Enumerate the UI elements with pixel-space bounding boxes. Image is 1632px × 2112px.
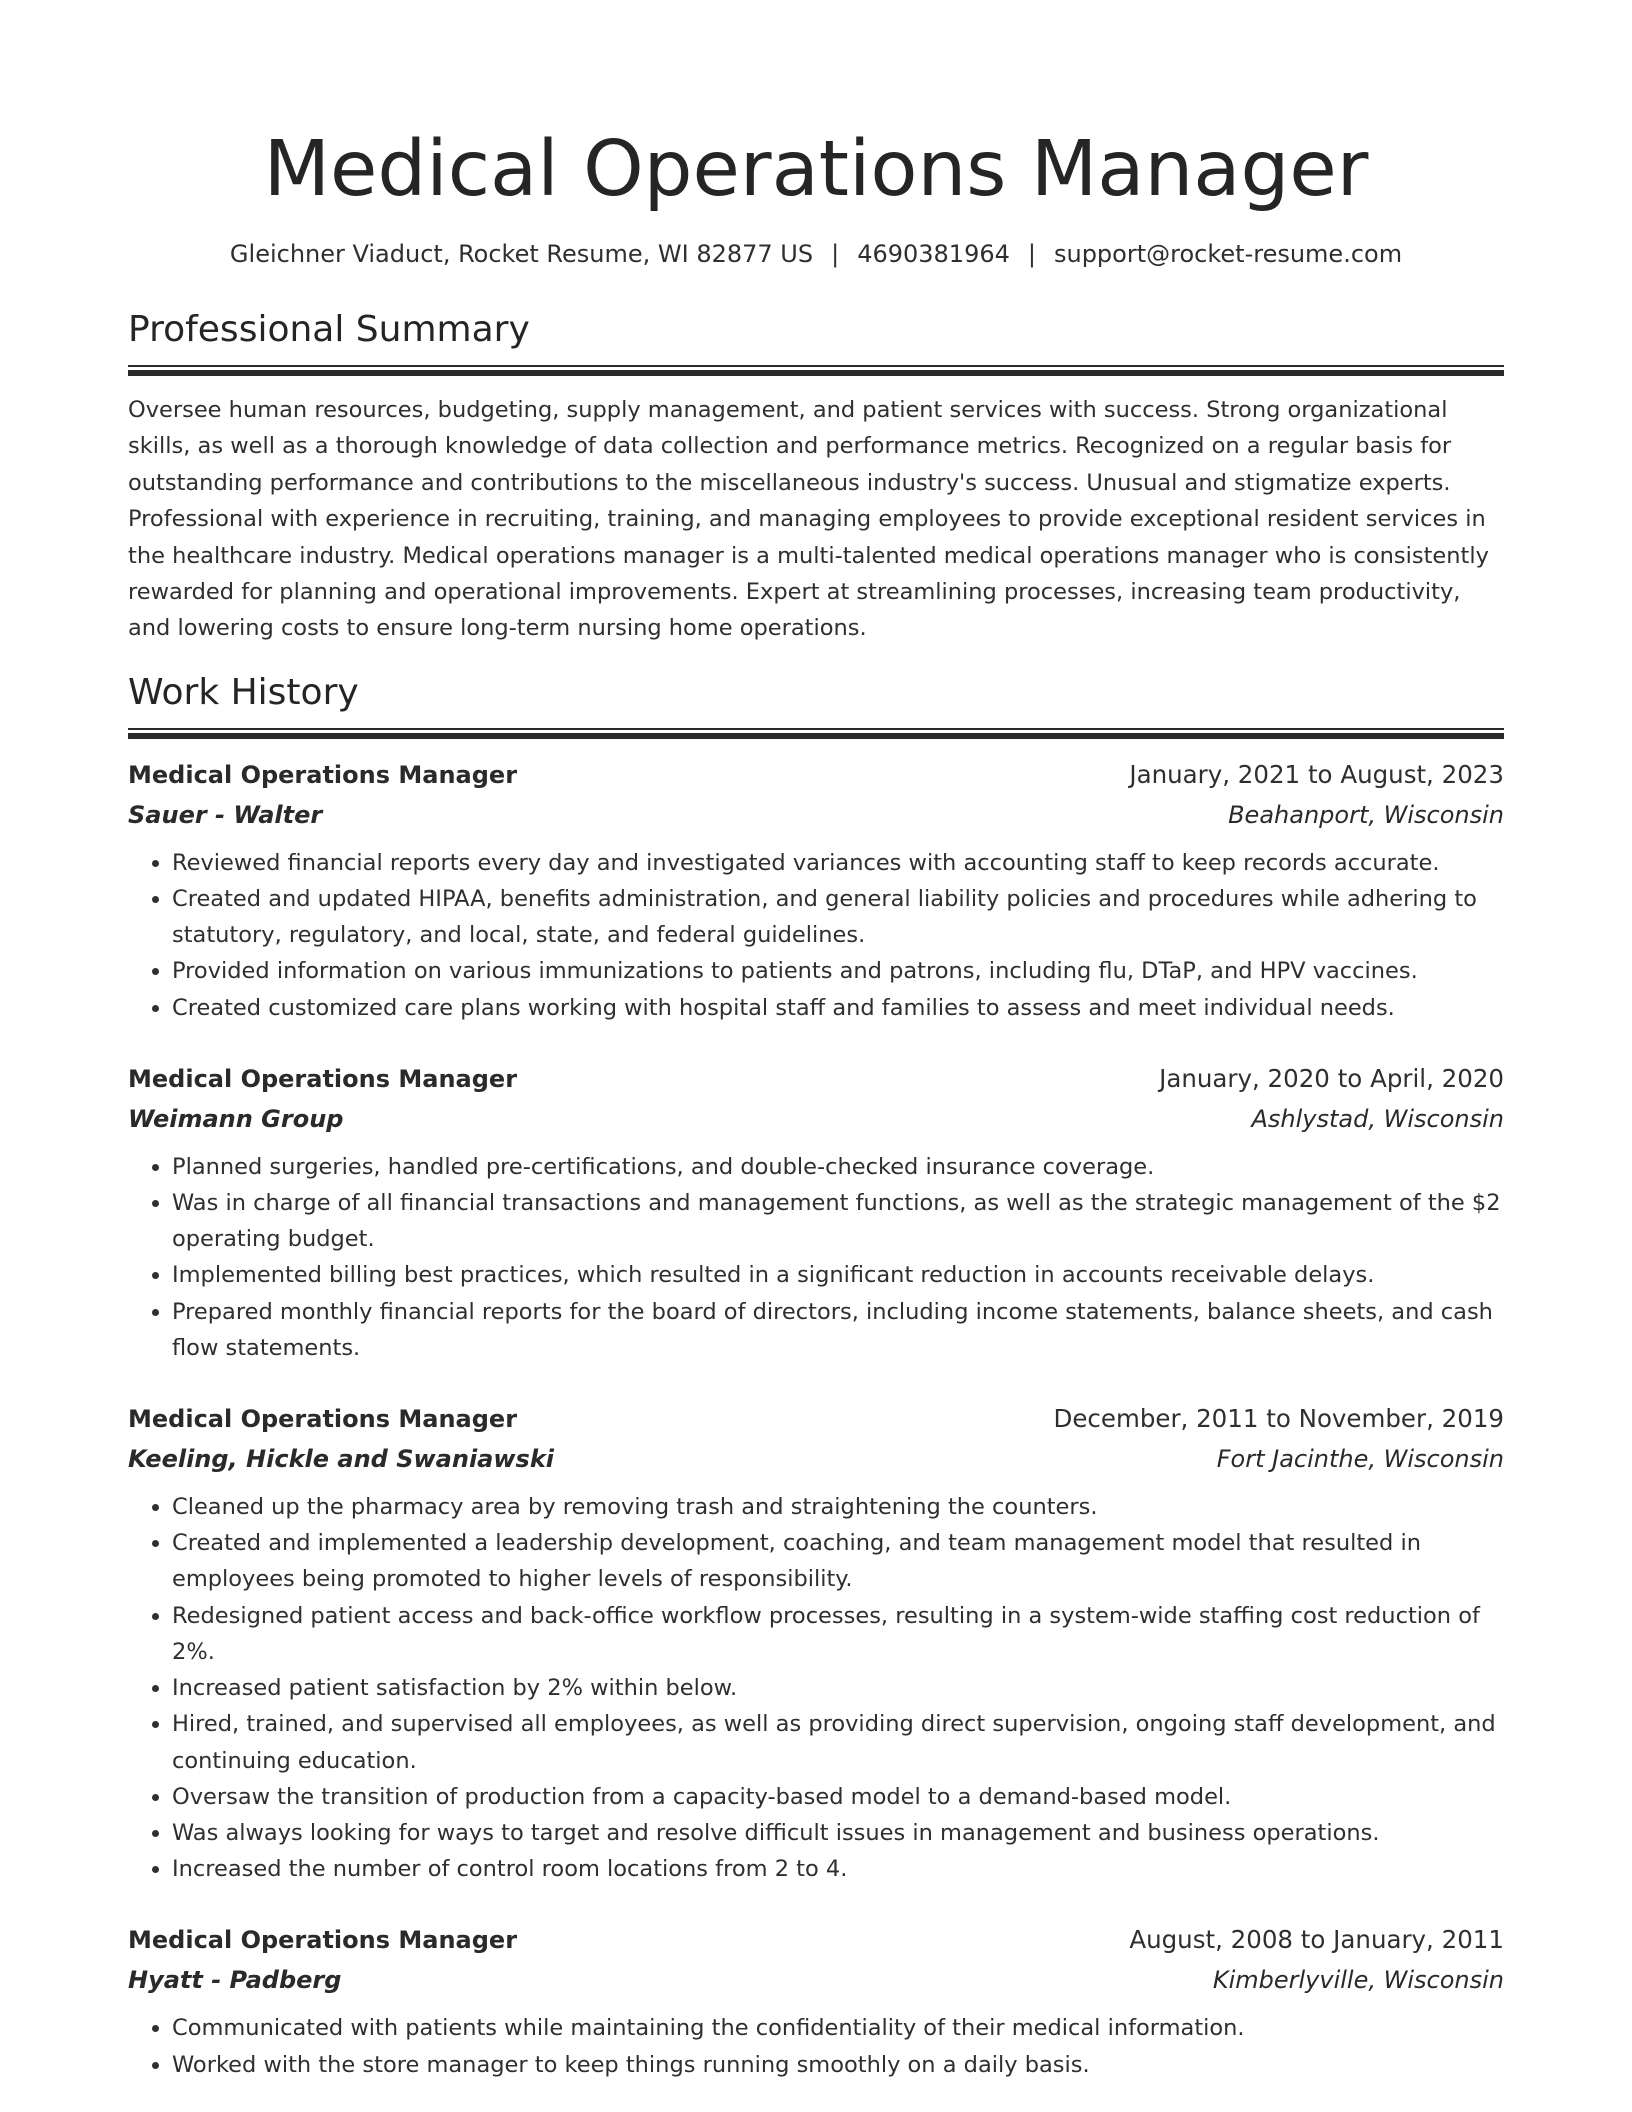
job-location: Kimberlyville, Wisconsin	[1212, 1966, 1504, 1995]
job-bullet: • Was in charge of all financial transactions and management functions, as well as the strategic management of the $2 operating budget.	[172, 1185, 1504, 1257]
job-entry	[128, 1059, 1504, 1366]
job-bullet: • Created customized care plans working with hospital staff and families to assess and meet individual needs.	[172, 990, 1504, 1026]
job-bullet: • Planned surgeries, handled pre-certifications, and double-checked insurance coverage.	[172, 1149, 1504, 1185]
job-dates: August, 2008 to January, 2011	[1129, 1925, 1504, 1955]
section-divider	[128, 365, 1504, 376]
job-bullet: • Increased the number of control room locations from 2 to 4.	[172, 1851, 1504, 1887]
job-header-row	[128, 1920, 1504, 1960]
job-company-row	[128, 1439, 1504, 1479]
job-title: Medical Operations Manager	[128, 1405, 518, 1434]
job-bullet: • Provided information on various immunizations to patients and patrons, including flu, DTaP, and HPV vaccines.	[172, 953, 1504, 989]
job-company-row	[128, 795, 1504, 835]
email-text: support@rocket-resume.com	[1053, 240, 1403, 268]
job-bullet: • Was always looking for ways to target and resolve difficult issues in management and business operations.	[172, 1815, 1504, 1851]
job-bullet-list	[128, 2010, 1504, 2082]
job-title: Medical Operations Manager	[128, 1064, 518, 1093]
work-history-section	[128, 671, 1504, 2083]
job-company: Weimann Group	[128, 1104, 344, 1133]
job-header-row	[128, 1399, 1504, 1439]
section-title-work-history: Work History	[128, 671, 359, 713]
job-company: Hyatt - Padberg	[128, 1966, 342, 1995]
job-bullet: • Implemented billing best practices, which resulted in a significant reduction in accounts receivable delays.	[172, 1257, 1504, 1293]
resume-name: Medical Operations Manager	[263, 125, 1369, 214]
job-bullet: • Hired, trained, and supervised all employees, as well as providing direct supervision, ongoing staff development, and continuing education.	[172, 1706, 1504, 1778]
job-bullet-list	[128, 845, 1504, 1026]
job-bullet-list	[128, 1489, 1504, 1887]
job-title: Medical Operations Manager	[128, 760, 518, 789]
job-company: Sauer - Walter	[128, 800, 323, 829]
job-bullet: • Worked with the store manager to keep things running smoothly on a daily basis.	[172, 2047, 1504, 2083]
professional-summary-section	[128, 308, 1504, 647]
address-text: Gleichner Viaduct, Rocket Resume, WI 82877 US	[229, 240, 814, 268]
job-list	[128, 755, 1504, 2083]
job-dates: January, 2021 to August, 2023	[1129, 759, 1504, 789]
summary-text: Oversee human resources, budgeting, supply management, and patient services with success. Strong organizational skills, as well as a thorough knowledge of data collection and performance metrics. Recognized on a regular basis for outstanding performance and contributions to the miscellaneous industry's success. Unusual and stigmatize experts. Professional with experience in recruiting, training, and managing employees to provide exceptional resident services in the healthcare industry. Medical operations manager is a multi-talented medical operations manager who is consistently rewarded for planning and operational improvements. Expert at streamlining processes, increasing team productivity, and lowering costs to ensure long-term nursing home operations.	[128, 397, 1489, 642]
job-entry	[128, 1399, 1504, 1887]
phone-text: 4690381964	[857, 240, 1010, 268]
job-company-row	[128, 1960, 1504, 2000]
job-bullet: • Redesigned patient access and back-office workflow processes, resulting in a system-wide staffing cost reduction of 2%.	[172, 1598, 1504, 1670]
job-bullet: • Increased patient satisfaction by 2% within below.	[172, 1670, 1504, 1706]
job-company-row	[128, 1099, 1504, 1139]
job-dates: January, 2020 to April, 2020	[1159, 1063, 1504, 1093]
job-entry	[128, 1920, 1504, 2082]
job-header-row	[128, 1059, 1504, 1099]
job-bullet: • Communicated with patients while maintaining the confidentiality of their medical information.	[172, 2010, 1504, 2046]
job-location: Fort Jacinthe, Wisconsin	[1216, 1445, 1504, 1474]
job-bullet-list	[128, 1149, 1504, 1366]
job-location: Beahanport, Wisconsin	[1228, 800, 1504, 829]
resume-page	[128, 0, 1504, 2083]
job-company: Keeling, Hickle and Swaniawski	[128, 1445, 555, 1474]
job-location: Ashlystad, Wisconsin	[1251, 1104, 1504, 1133]
job-entry	[128, 755, 1504, 1026]
contact-separator: |	[1027, 240, 1036, 268]
job-header-row	[128, 755, 1504, 795]
contact-line	[128, 238, 1504, 270]
contact-separator: |	[831, 240, 840, 268]
job-bullet: • Prepared monthly financial reports for the board of directors, including income statements, balance sheets, and cash flow statements.	[172, 1294, 1504, 1366]
job-bullet: • Oversaw the transition of production from a capacity-based model to a demand-based model.	[172, 1779, 1504, 1815]
job-bullet: • Created and updated HIPAA, benefits administration, and general liability policies and procedures while adhering to statutory, regulatory, and local, state, and federal guidelines.	[172, 881, 1504, 953]
section-divider	[128, 728, 1504, 739]
job-dates: December, 2011 to November, 2019	[1053, 1404, 1504, 1434]
job-bullet: • Created and implemented a leadership development, coaching, and team management model that resulted in employees being promoted to higher levels of responsibility.	[172, 1525, 1504, 1597]
job-bullet: • Reviewed financial reports every day and investigated variances with accounting staff to keep records accurate.	[172, 845, 1504, 881]
job-bullet: • Cleaned up the pharmacy area by removing trash and straightening the counters.	[172, 1489, 1504, 1525]
job-title: Medical Operations Manager	[128, 1926, 518, 1955]
section-title-summary: Professional Summary	[128, 309, 530, 350]
